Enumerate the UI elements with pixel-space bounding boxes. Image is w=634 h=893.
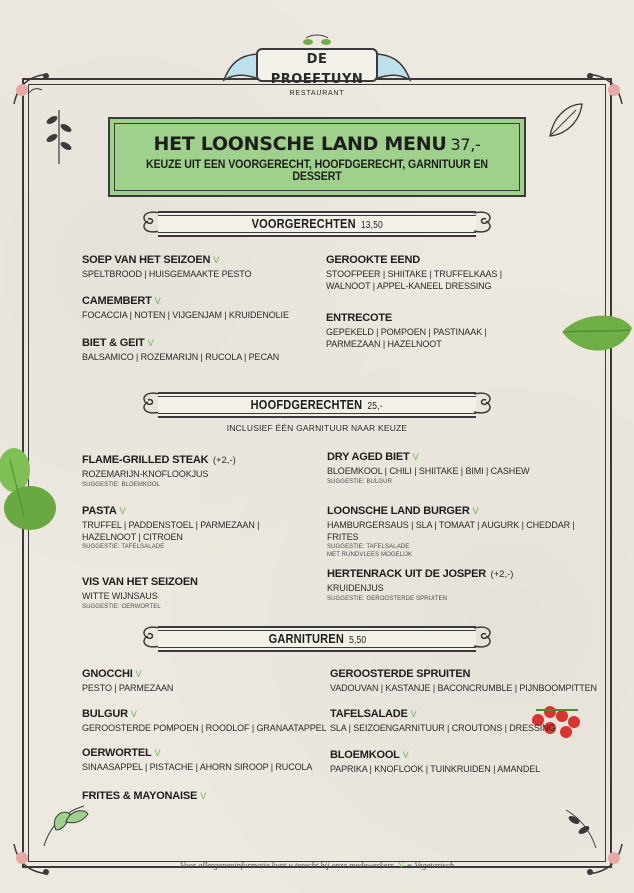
menu-item: DRY AGED BIET V BLOEMKOOL | CHILI | SHIITAKE | BIMI | CASHEW SUGGESTIE: BULGUR: [327, 451, 530, 485]
herb-sprig-illustration: [44, 106, 74, 166]
vegetarian-mark-icon: V: [200, 791, 207, 801]
section-price: 25,-: [367, 401, 384, 412]
leaf-sketch-illustration: [546, 100, 586, 140]
footer-legend: = Vegetarisch: [406, 860, 454, 870]
section-title: HOOFDGERECHTEN: [250, 397, 363, 412]
menu-item: ENTRECOTE GEPEKELD | POMPOEN | PASTINAAK | PARMEZAAN | HAZELNOOT: [326, 312, 487, 349]
section-heading-garnituren: [138, 622, 496, 652]
vegetarian-mark-icon: V: [135, 669, 142, 679]
menu-title: [110, 133, 524, 155]
menu-item: BLOEMKOOL V PAPRIKA | KNOFLOOK | TUINKRUIDEN | AMANDEL: [330, 749, 541, 774]
allergen-footer: [0, 860, 634, 870]
section-price: 5,50: [348, 635, 366, 646]
menu-item: GNOCCHI V PESTO | PARMEZAAN: [82, 668, 174, 693]
section-price: 13,50: [360, 220, 383, 231]
basil-leaf-illustration: [560, 310, 634, 362]
vegetarian-mark-icon: V: [130, 709, 137, 719]
vegetarian-mark-icon: V: [147, 338, 154, 348]
menu-item: HERTENRACK UIT DE JOSPER (+2,-) KRUIDENJUS SUGGESTIE: GEROOSTERDE SPRUITEN: [327, 568, 514, 602]
menu-item: PASTA V TRUFFEL | PADDENSTOEL | PARMEZAAN | HAZELNOOT | CITROEN SUGGESTIE: TAFELSALADE: [82, 505, 260, 550]
vegetarian-mark-icon: V: [402, 750, 409, 760]
vegetarian-mark-icon: V: [412, 452, 419, 462]
menu-item: VIS VAN HET SEIZOEN WITTE WIJNSAUS SUGGESTIE: OERWORTEL: [82, 576, 198, 610]
menu-subtitle: KEUZE UIT EEN VOORGERECHT, HOOFDGERECHT, GARNITUUR EN DESSERT: [146, 159, 488, 183]
menu-item: SOEP VAN HET SEIZOEN V SPELTBROOD | HUISGEMAAKTE PESTO: [82, 254, 252, 279]
menu-item: FRITES & MAYONAISE V: [82, 790, 207, 802]
menu-price: 37,-: [450, 135, 481, 154]
menu-item: TAFELSALADE V SLA | SEIZOENGARNITUUR | CROUTONS | DRESSING: [330, 708, 556, 733]
menu-item: FLAME-GRILLED STEAK (+2,-) ROZEMARIJN-KNOFLOOKJUS SUGGESTIE: BLOEMKOOL: [82, 454, 236, 488]
menu-header-box: [108, 117, 526, 197]
menu-item: CAMEMBERT V FOCACCIA | NOTEN | VIJGENJAM | KRUIDENOLIE: [82, 295, 289, 320]
vegetarian-mark-icon: V: [154, 296, 161, 306]
restaurant-subtitle: RESTAURANT: [289, 90, 345, 97]
section-title: GARNITUREN: [268, 631, 344, 646]
menu-item: BULGUR V GEROOSTERDE POMPOEN | ROODLOF | GRANAATAPPEL: [82, 708, 327, 733]
vegetarian-mark-icon: V: [410, 709, 417, 719]
menu-item: GEROOKTE EEND STOOFPEER | SHIITAKE | TRUFFELKAAS | WALNOOT | APPEL-KANEEL DRESSING: [326, 254, 502, 291]
section-heading-voorgerechten: [138, 207, 496, 237]
section-title: VOORGERECHTEN: [251, 216, 356, 231]
section-note: INCLUSIEF ÉÉN GARNITUUR NAAR KEUZE: [226, 423, 408, 433]
vegetarian-mark-icon: V: [472, 506, 479, 516]
herb-sketch-bottom-right: [560, 804, 604, 850]
restaurant-name: DE PROEFTUYN: [270, 52, 364, 87]
menu-item: BIET & GEIT V BALSAMICO | ROZEMARIJN | RUCOLA | PECAN: [82, 337, 280, 362]
menu-item: GEROOSTERDE SPRUITEN VADOUVAN | KASTANJE | BACONCRUMBLE | PIJNBOOMPITTEN: [330, 668, 597, 693]
lettuce-leaves-illustration: [0, 440, 60, 540]
restaurant-logo-banner: [220, 34, 414, 100]
footer-text: Voor allergeneninformatie kunt u terecht bij onze medewerkers.: [180, 860, 397, 870]
herb-sketch-bottom-left: [36, 800, 92, 850]
menu-item: OERWORTEL V SINAASAPPEL | PISTACHE | AHORN SIROOP | RUCOLA: [82, 747, 313, 772]
vegetarian-mark-icon: V: [119, 506, 126, 516]
vegetarian-mark-icon: V: [213, 255, 220, 265]
vegetarian-mark-icon: V: [154, 748, 161, 758]
menu-title-text: HET LOONSCHE LAND MENU: [153, 133, 447, 155]
vegetarian-mark-icon: V: [398, 860, 405, 870]
section-heading-hoofdgerechten: [138, 388, 496, 418]
menu-item: LOONSCHE LAND BURGER V HAMBURGERSAUS | SLA | TOMAAT | AUGURK | CHEDDAR | FRITES SUGGESTIE: TAFELSALADE MET RUNDVLEES MOGELIJK: [327, 505, 575, 558]
